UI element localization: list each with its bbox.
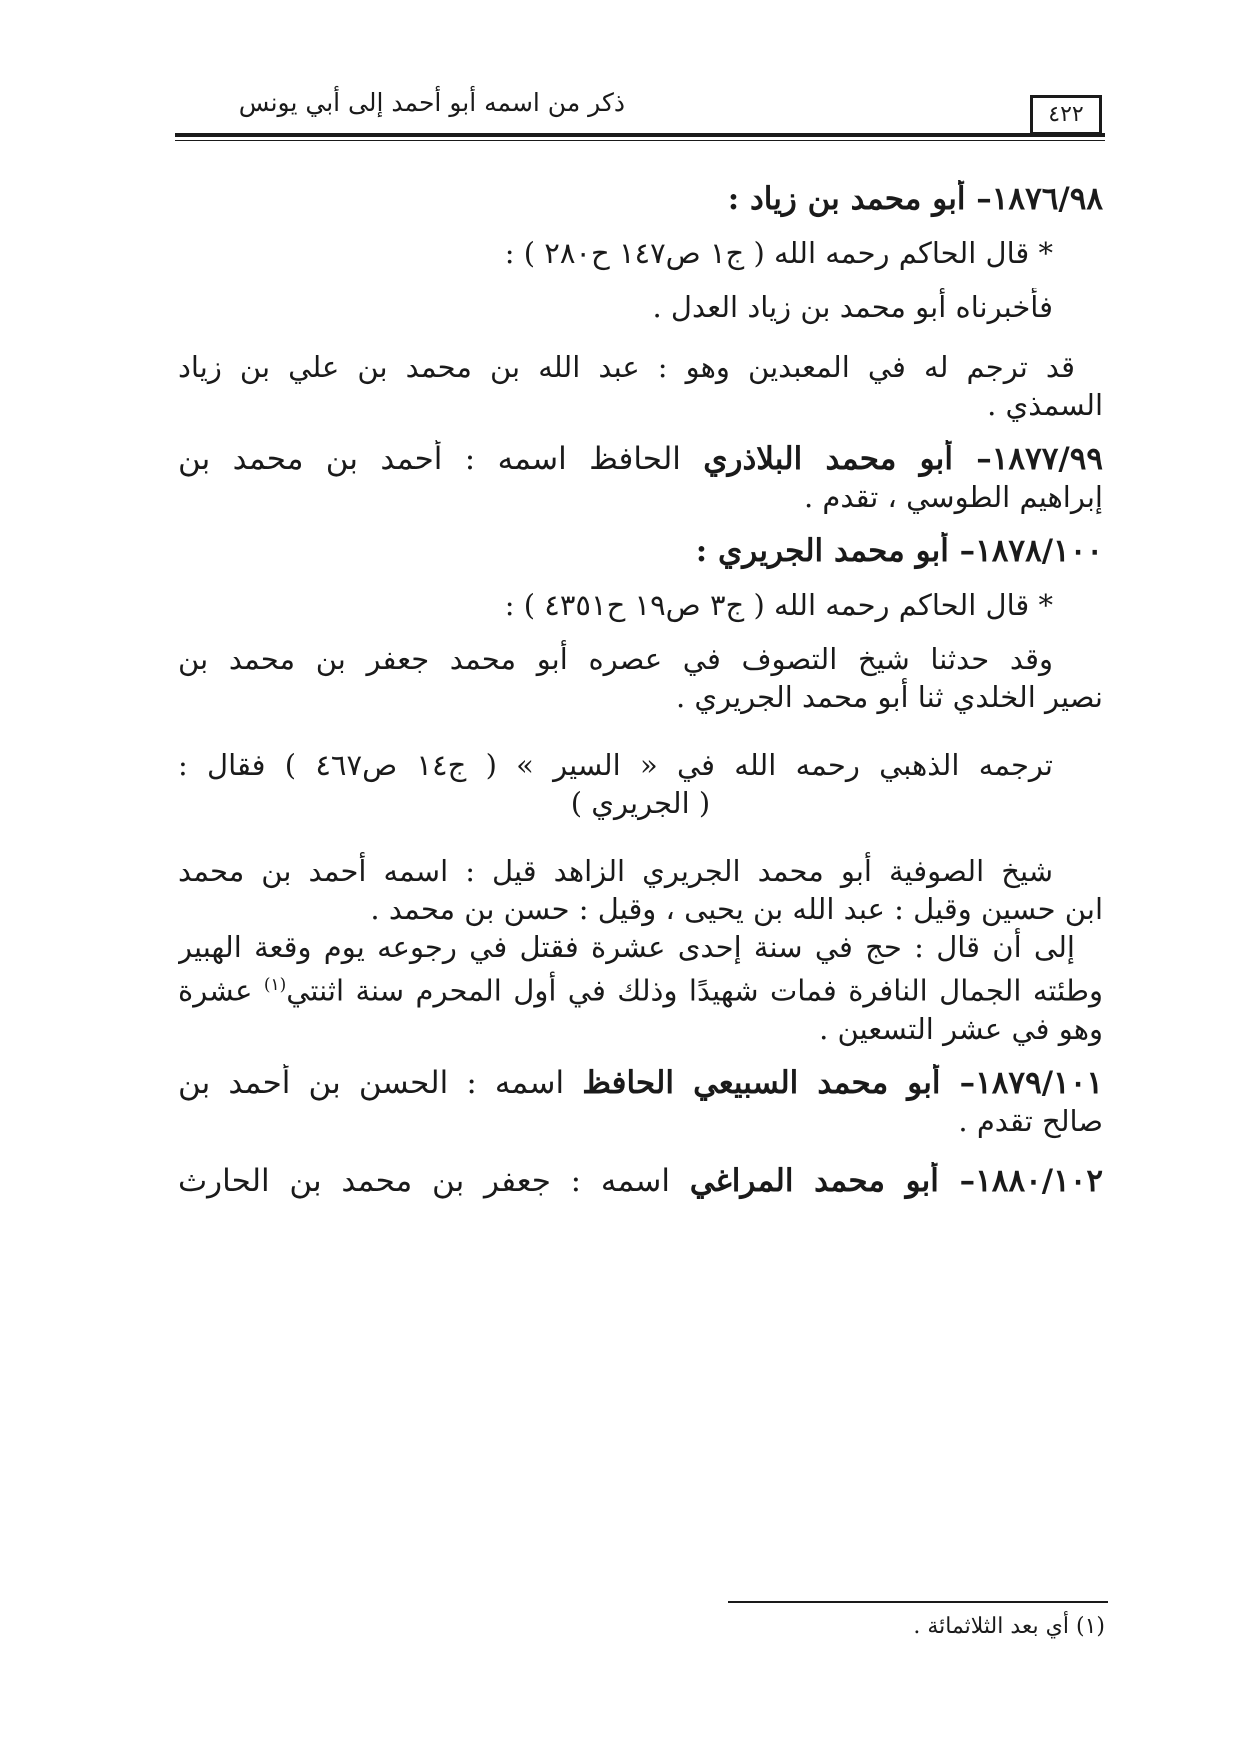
text-fragment: عشرة: [178, 973, 253, 1008]
entry-number: ١٨٨٠/١٠٢: [975, 1162, 1103, 1199]
entry-title-rest: الحافظ اسمه : أحمد بن محمد بن: [178, 441, 704, 477]
text-line: السمذي .: [987, 388, 1103, 422]
entry-title: أبو محمد البلاذري: [703, 441, 953, 477]
entry-number: ١٨٧٩/١٠١: [975, 1064, 1103, 1101]
entry-title-rest: اسمه : جعفر بن محمد بن الحارث: [178, 1162, 690, 1199]
text-fragment: وطئته الجمال النافرة فمات شهيدًا وذلك في أول المحرم سنة اثنتي: [286, 973, 1103, 1008]
text-line: ابن حسين وقيل : عبد الله بن يحيى ، وقيل : حسن بن محمد .: [370, 892, 1103, 926]
entry-heading: ١٨٧٦/٩٨– أبو محمد بن زياد :: [727, 181, 1103, 217]
text-line: * قال الحاكم رحمه الله ( ج٣ ص١٩ ح٤٣٥١ ) :: [504, 588, 1053, 622]
entry-title: أبو محمد السبيعي الحافظ: [582, 1064, 941, 1101]
header-rule: [175, 133, 1105, 137]
footnote-ref: (١): [263, 975, 287, 995]
page-number: ٤٢٢: [1030, 95, 1102, 135]
entry-heading: ١٨٧٩/١٠١– أبو محمد السبيعي الحافظ اسمه : الحسن بن أحمد بن: [178, 1064, 1103, 1101]
entry-title-rest: اسمه : الحسن بن أحمد بن: [178, 1064, 583, 1101]
text-line: قد ترجم له في المعبدين وهو : عبد الله بن محمد بن علي بن زياد: [178, 350, 1075, 384]
text-line: [178, 966, 1103, 1010]
footnote: [700, 1612, 1105, 1642]
text-line: شيخ الصوفية أبو محمد الجريري الزاهد قيل : اسمه أحمد بن محمد: [178, 854, 1053, 888]
footnote-text: أي بعد الثلاثمائة .: [913, 1614, 1069, 1639]
text-line: إلى أن قال : حج في سنة إحدى عشرة فقتل في رجوعه يوم وقعة الهبير: [178, 930, 1075, 964]
entry-title: أبو محمد الجريري :: [695, 533, 949, 569]
entry-heading: ١٨٨٠/١٠٢– أبو محمد المراغي اسمه : جعفر بن محمد بن الحارث: [178, 1162, 1103, 1199]
text-line: وهو في عشر التسعين .: [819, 1011, 1103, 1046]
main-text: [178, 180, 1103, 1200]
entry-title: أبو محمد بن زياد :: [727, 181, 966, 217]
running-title: ذكر من اسمه أبو أحمد إلى أبي يونس: [238, 88, 625, 117]
text-line: صالح تقدم .: [958, 1103, 1103, 1138]
text-line: * قال الحاكم رحمه الله ( ج١ ص١٤٧ ح٢٨٠ ) :: [504, 236, 1053, 270]
entry-heading: ١٨٧٧/٩٩– أبو محمد البلاذري الحافظ اسمه : أحمد بن محمد بن: [178, 441, 1103, 477]
footnote-marker: (١): [1075, 1614, 1105, 1639]
text-line: نصير الخلدي ثنا أبو محمد الجريري .: [675, 680, 1103, 714]
text-line: فأخبرناه أبو محمد بن زياد العدل .: [652, 290, 1053, 324]
entry-heading: ١٨٧٨/١٠٠– أبو محمد الجريري :: [695, 533, 1103, 569]
entry-number: ١٨٧٨/١٠٠: [975, 533, 1103, 569]
text-line: ترجمه الذهبي رحمه الله في « السير » ( ج١٤ ص٤٦٧ ) فقال :: [178, 748, 1054, 782]
entry-title: أبو محمد المراغي: [689, 1162, 939, 1199]
text-line: إبراهيم الطوسي ، تقدم .: [803, 480, 1103, 514]
footnote-rule: [728, 1601, 1108, 1603]
header-rule-thin: [175, 140, 1105, 141]
entry-number: ١٨٧٧/٩٩: [991, 441, 1103, 477]
text-line: وقد حدثنا شيخ التصوف في عصره أبو محمد جعفر بن محمد بن: [178, 642, 1053, 676]
entry-number: ١٨٧٦/٩٨: [991, 181, 1103, 217]
text-line-centered: ( الجريري ): [570, 786, 711, 820]
